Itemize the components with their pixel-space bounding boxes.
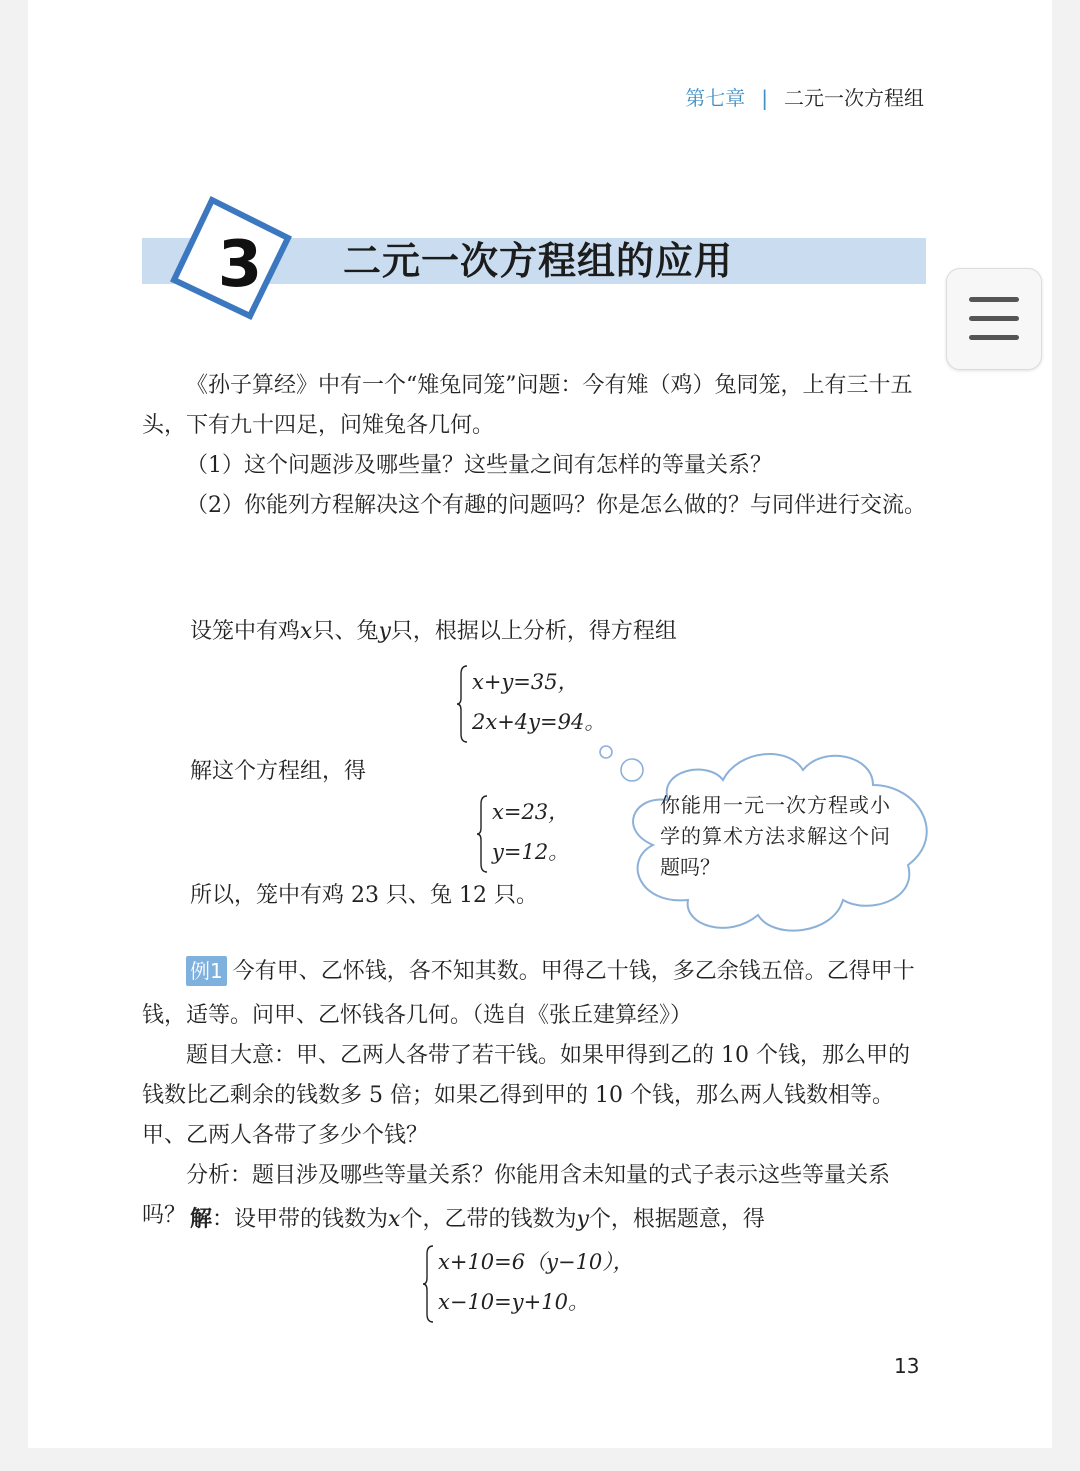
solution-setup: 设笼中有鸡x只、兔y只，根据以上分析，得方程组 [190, 619, 677, 644]
equation-system-1 [456, 664, 636, 744]
system3-equation-1: x+10=6（y−10）， [438, 1250, 634, 1274]
example-meaning: 题目大意：甲、乙两人各带了若干钱。如果甲得到乙的 10 个钱，那么甲的钱数比乙剩余的钱数多 5 倍；如果乙得到甲的 10 个钱，那么两人钱数相等。甲、乙两人各带了多少个钱？ [142, 1043, 910, 1148]
system2-equation-2: y=12。 [492, 840, 570, 864]
solve-line: 解这个方程组，得 [190, 759, 367, 784]
intro-question-2: （2）你能列方程解决这个有趣的问题吗？你是怎么做的？与同伴进行交流。 [186, 493, 926, 518]
header-chapter: 第七章 [685, 86, 746, 110]
system3-equation-2: x−10=y+10。 [438, 1290, 589, 1314]
brace-icon [476, 794, 488, 874]
section-badge-icon [170, 194, 310, 324]
header-subject: 二元一次方程组 [784, 86, 924, 110]
section-number: 3 [217, 228, 263, 302]
intro-question-1: （1）这个问题涉及哪些量？这些量之间有怎样的等量关系？ [186, 453, 772, 478]
example-tag: 例1 [186, 956, 227, 986]
equation-system-3 [422, 1244, 662, 1324]
menu-button[interactable] [946, 268, 1042, 370]
example-analysis: 分析：题目涉及哪些等量关系？你能用含未知量的式子表示这些等量关系吗？ [142, 1163, 891, 1228]
brace-icon [456, 664, 468, 744]
intro-paragraph: 《孙子算经》中有一个“雉兔同笼”问题：今有雉（鸡）兔同笼，上有三十五头，下有九十四足，问雉兔各几何。 [142, 373, 913, 438]
page-number: 13 [894, 1354, 920, 1378]
example-problem: 例1 今有甲、乙怀钱，各不知其数。甲得乙十钱，多乙余钱五倍。乙得甲十钱，适等。问甲、乙怀钱各几何。（选自《张丘建算经》） [142, 950, 926, 1038]
brace-icon [422, 1244, 434, 1324]
equation-system-2 [476, 794, 596, 874]
textbook-page [28, 0, 1052, 1448]
system1-equation-1: x+y=35， [472, 670, 579, 694]
thought-bubble-text: 你能用一元一次方程或小学的算术方法求解这个问题吗？ [660, 793, 890, 879]
section-title: 二元一次方程组的应用 [343, 239, 734, 283]
system2-equation-1: x=23， [492, 800, 570, 824]
solution-conclusion: 所以，笼中有鸡 23 只、兔 12 只。 [190, 883, 538, 908]
header-separator: | [761, 86, 768, 110]
example-solve-line: 解：设甲带的钱数为x个，乙带的钱数为y个，根据题意，得 [190, 1206, 765, 1232]
page-header [685, 82, 924, 111]
thought-bubble [598, 740, 938, 940]
system1-equation-2: 2x+4y=94。 [472, 710, 606, 734]
